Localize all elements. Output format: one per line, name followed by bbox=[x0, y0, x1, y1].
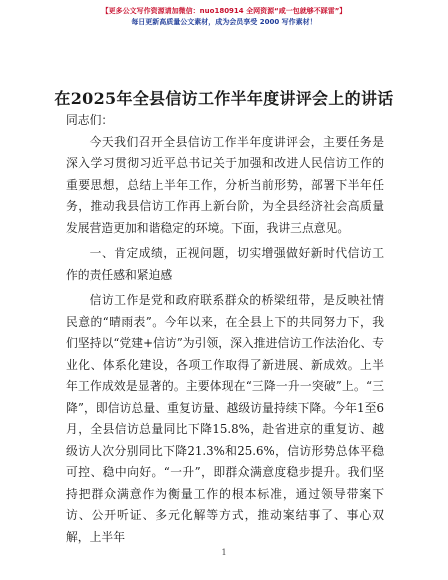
document-body bbox=[66, 110, 384, 548]
promo-line-2: 每日更新高质量公文素材，成为会员享受 2000 写作素材！ bbox=[131, 18, 317, 26]
page-number: 1 bbox=[221, 548, 227, 557]
greeting: 同志们： bbox=[66, 113, 114, 127]
paragraph-intro: 今天我们召开全县信访工作半年度讲评会，主要任务是深入学习贯彻习近平总书记关于加强和改进人民信访工作的重要思想，总结上半年工作，分析当前形势，部署下半年任务，推动我县信访工作再上新台阶，为全县经济社会高质量发展营造更加和谐稳定的环境。下面，我讲三点意见。 bbox=[66, 134, 384, 235]
promo-line-1: 【更多公文写作资源请加微信：nuo180914 全网资源“咸一包就够不踩雷”】 bbox=[101, 7, 347, 15]
promo-banner bbox=[0, 6, 448, 28]
paragraph-achievements: 信访工作是党和政府联系群众的桥梁纽带，是反映社情民意的“晴雨表”。今年以来，在全县上下的共同努力下，我们坚持以“党建+信访”为引领，深入推进信访工作法治化、专业化、体系化建设，各项工作取得了新进展、新成效。上半年工作成效是显著的。主要体现在“三降一升一突破”上。“三降”，即信访总量、重复访量、越级访量持续下降。今年1至6月，全县信访总量同比下降15.8%，赴省进京的重复访、越级访人次分别同比下降21.3%和25.6%，信访形势总体平稳可控、稳中向好。“一升”，即群众满意度稳步提升。我们坚持把群众满意作为衡量工作的根本标准，通过领导带案下访、公开听证、多元化解等方式，推动案结事了、事心双解，上半年 bbox=[66, 293, 384, 544]
document-title: 在2025年全县信访工作半年度讲评会上的讲话 bbox=[54, 89, 394, 108]
section-heading-1: 一、肯定成绩，正视问题，切实增强做好新时代信访工作的责任感和紧迫感 bbox=[66, 246, 384, 282]
